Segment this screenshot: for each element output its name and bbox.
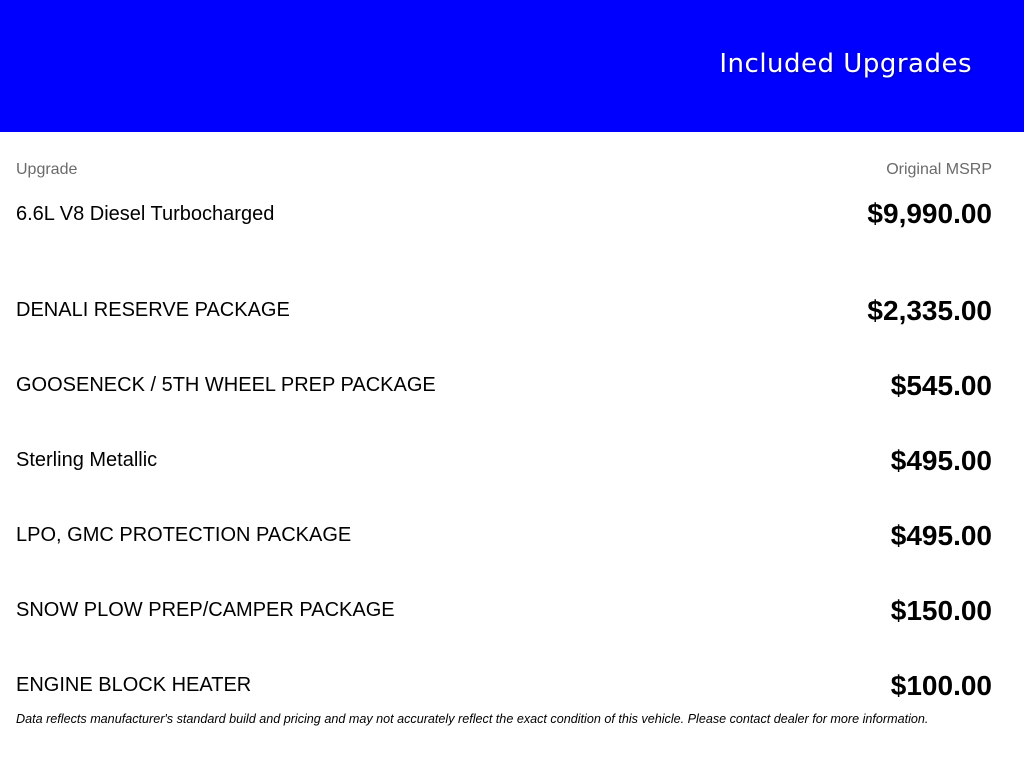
table-row (16, 273, 992, 348)
upgrade-name: GOOSENECK / 5TH WHEEL PREP PACKAGE (16, 374, 436, 396)
disclaimer-text: Data reflects manufacturer's standard build and pricing and may not accurately reflect the exact condition of this vehicle. Please contact dealer for more information. (16, 712, 929, 726)
upgrade-price: $2,335.00 (867, 294, 992, 326)
upgrade-price: $495.00 (890, 519, 992, 551)
upgrade-name: 6.6L V8 Diesel Turbocharged (16, 202, 275, 225)
upgrade-name: LPO, GMC PROTECTION PACKAGE (16, 524, 352, 546)
upgrade-price: $495.00 (890, 444, 992, 476)
upgrades-table (16, 158, 992, 723)
column-header-msrp: Original MSRP (886, 161, 992, 178)
table-header (16, 158, 992, 182)
column-header-upgrade: Upgrade (16, 161, 78, 178)
upgrade-name: SNOW PLOW PREP/CAMPER PACKAGE (16, 599, 395, 621)
upgrade-name: Sterling Metallic (16, 449, 158, 471)
upgrade-price: $545.00 (890, 369, 992, 401)
table-row (16, 348, 992, 423)
upgrade-price: $100.00 (890, 669, 992, 701)
upgrade-name: DENALI RESERVE PACKAGE (16, 299, 290, 321)
upgrade-list (16, 198, 992, 723)
header-banner (0, 0, 1024, 132)
table-row (16, 423, 992, 498)
upgrade-price: $9,990.00 (867, 198, 992, 229)
table-row (16, 498, 992, 573)
upgrade-name: ENGINE BLOCK HEATER (16, 674, 252, 696)
table-row (16, 573, 992, 648)
table-row (16, 198, 992, 230)
page-title: Included Upgrades (719, 49, 972, 79)
upgrade-price: $150.00 (890, 594, 992, 626)
